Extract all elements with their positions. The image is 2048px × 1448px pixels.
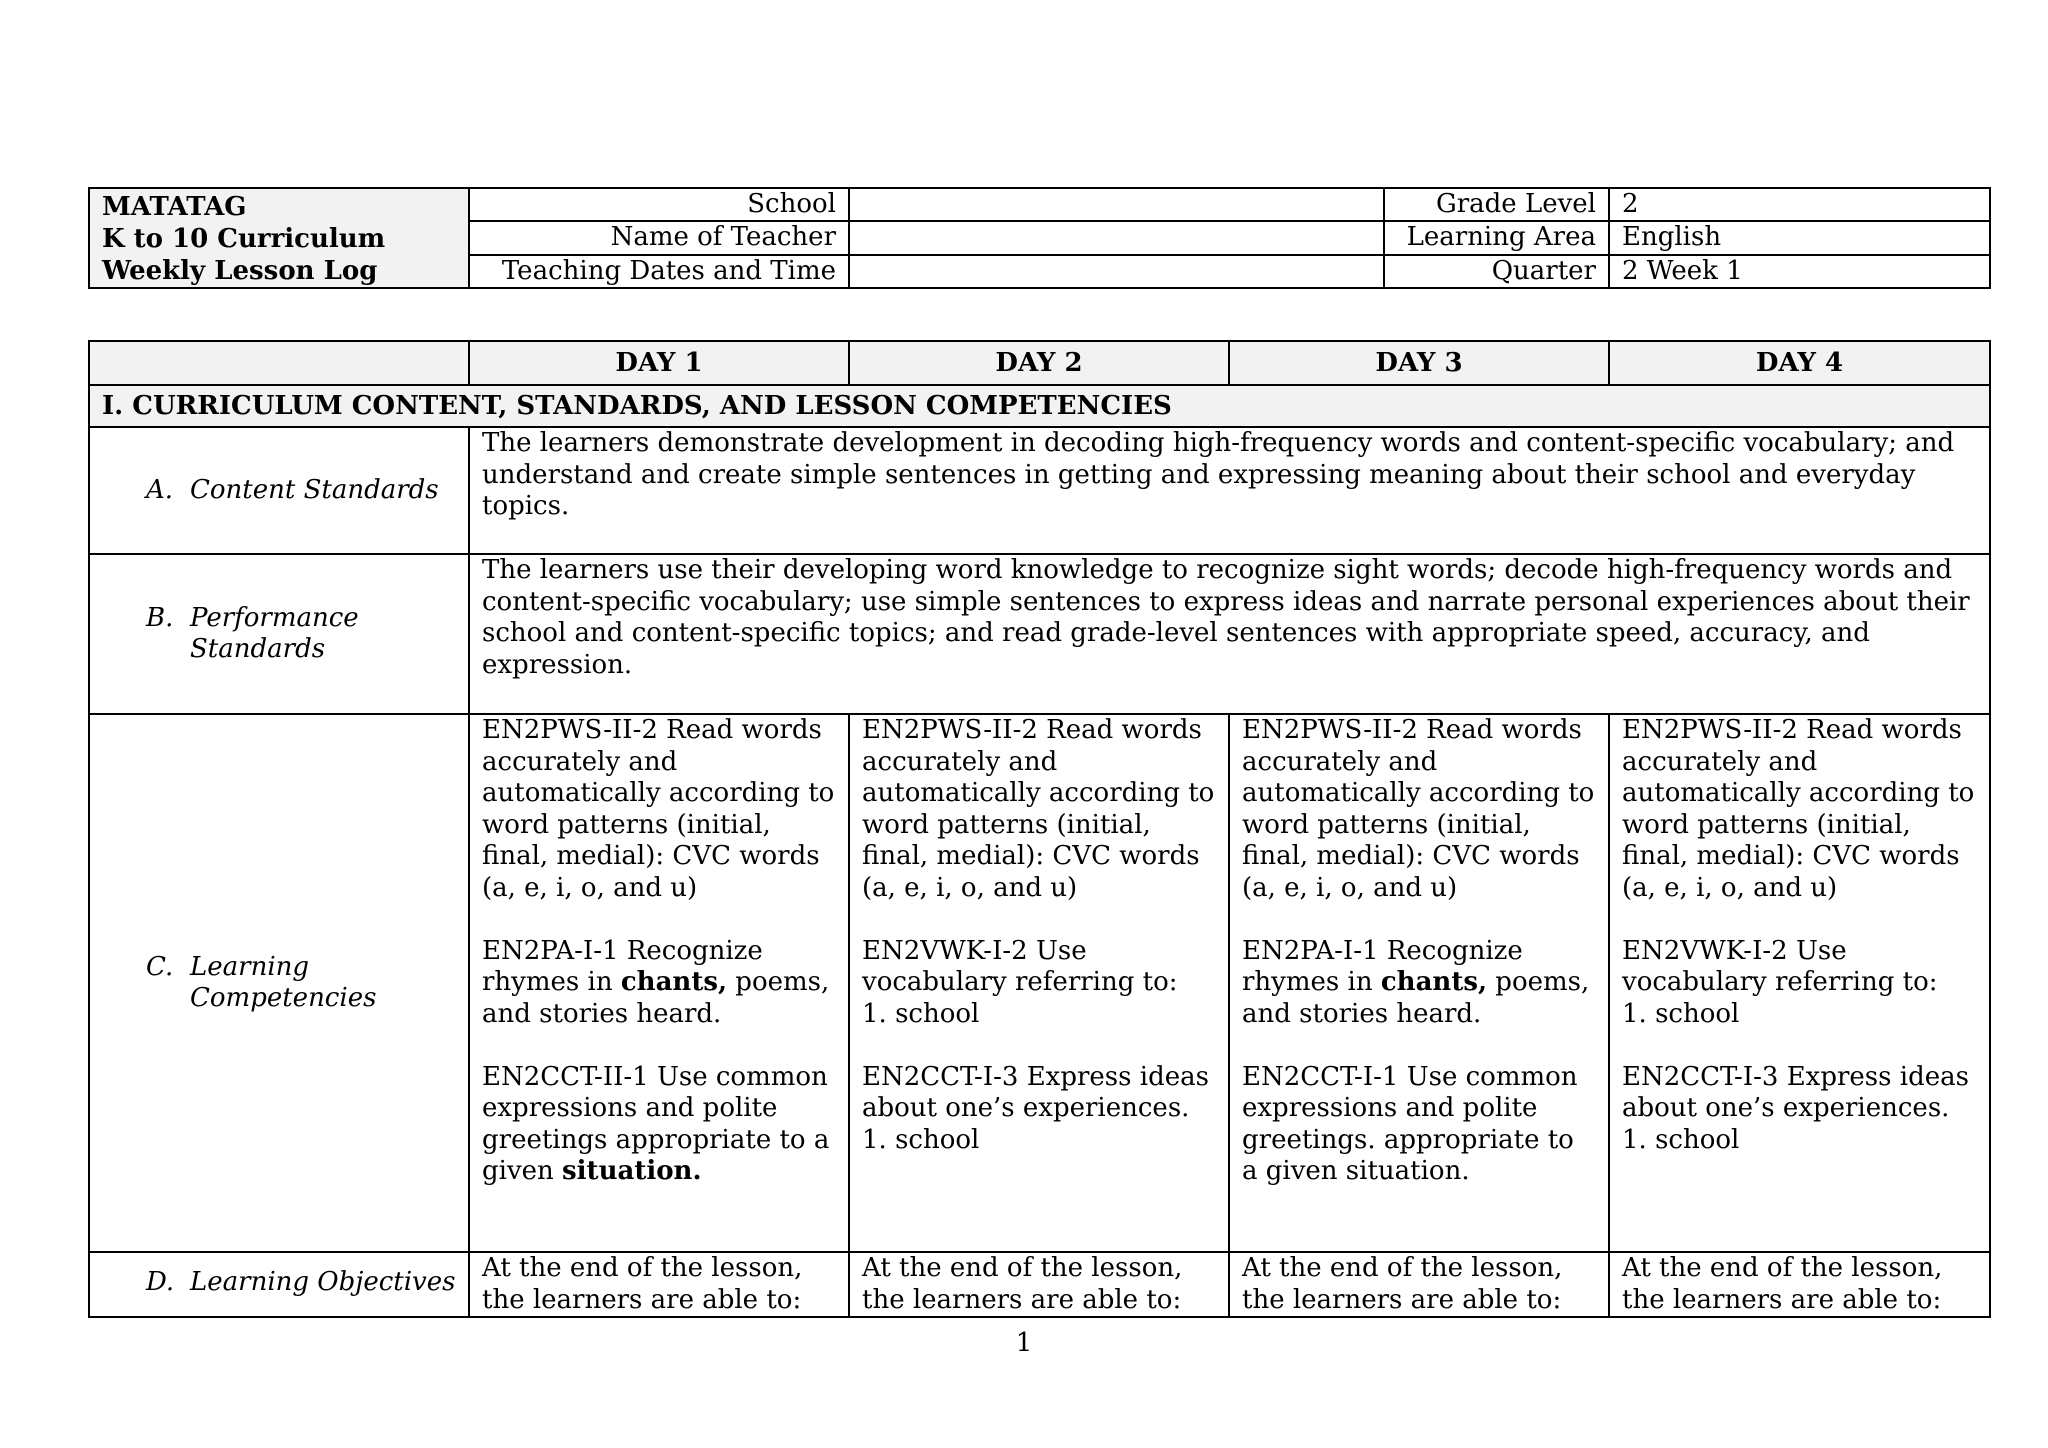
competency-pws: EN2PWS-II-2 Read words accurately and automatically according to word patterns (initial, final, medial): CVC words (a, e, i, o, and u): [1622, 715, 1975, 903]
teaching-dates-label: Teaching Dates and Time: [469, 255, 849, 288]
competency-vwk: EN2VWK-I-2 Use vocabulary referring to:: [1622, 935, 1938, 997]
teaching-dates-value: [849, 255, 1384, 288]
teacher-value: [849, 221, 1384, 254]
row-letter: A.: [146, 474, 174, 505]
learning-area-label: Learning Area: [1384, 221, 1609, 254]
content-standards-paragraph: The learners demonstrate development in decoding high-frequency words and content-specific vocabulary; and understand and create simple sentences in getting and expressing meaning about their school and everyday topics.: [482, 428, 1955, 521]
title-line-2: K to 10 Curriculum: [102, 224, 386, 254]
day-4-objectives: At the end of the lesson, the learners are able to:: [1609, 1252, 1990, 1317]
row-letter: B.: [146, 602, 174, 633]
school-label: School: [469, 188, 849, 221]
competency-cct: EN2CCT-I-3 Express ideas about one’s experiences.: [862, 1061, 1209, 1123]
row-label-line-1: Performance: [190, 602, 359, 633]
content-standards-label: [89, 427, 469, 554]
day-3-header: DAY 3: [1229, 341, 1609, 385]
competency-pa: EN2PA-I-1 Recognize rhymes in chants, poems, and stories heard.: [1242, 935, 1590, 1029]
page-number: 1: [1015, 1328, 1033, 1358]
competency-pws: EN2PWS-II-2 Read words accurately and automatically according to word patterns (initial, final, medial): CVC words (a, e, i, o, and u): [482, 715, 835, 903]
lesson-log-header-table: [88, 187, 1991, 289]
school-value: [849, 188, 1384, 221]
performance-standards-text: [469, 554, 1990, 714]
row-label-line-2: Standards: [190, 634, 326, 664]
day-4-header: DAY 4: [1609, 341, 1990, 385]
teacher-label: Name of Teacher: [469, 221, 849, 254]
day-2-competencies: [849, 714, 1229, 1252]
day-3-objectives: At the end of the lesson, the learners are able to:: [1229, 1252, 1609, 1317]
row-letter: C.: [146, 951, 174, 982]
competency-cct: EN2CCT-I-3 Express ideas about one’s experiences.: [1622, 1061, 1969, 1123]
day-2-header: DAY 2: [849, 341, 1229, 385]
content-standards-text: [469, 427, 1990, 554]
title-line-1: MATATAG: [102, 192, 247, 222]
row-label-line-1: Learning: [190, 951, 310, 982]
row-label: Learning Objectives: [190, 1267, 456, 1297]
day-4-competencies: [1609, 714, 1990, 1252]
competency-pws: EN2PWS-II-2 Read words accurately and automatically according to word patterns (initial, final, medial): CVC words (a, e, i, o, and u): [862, 715, 1215, 903]
quarter-value: 2 Week 1: [1609, 255, 1990, 288]
competency-pa: EN2PA-I-1 Recognize rhymes in chants, poems, and stories heard.: [482, 935, 830, 1029]
grade-level-value: 2: [1609, 188, 1990, 221]
day-1-competencies: [469, 714, 849, 1252]
performance-standards-paragraph: The learners use their developing word knowledge to recognize sight words; decode high-frequency words and content-specific vocabulary; use simple sentences to express ideas and narrate personal experiences about their school and content-specific topics; and read grade-level sentences with appropriate speed, accuracy, and expression.: [482, 555, 1970, 680]
competency-cct-item: 1. school: [1622, 1124, 1740, 1155]
row-label-line-2: Competencies: [190, 983, 377, 1013]
competency-cct: EN2CCT-II-1 Use common expressions and polite greetings appropriate to a given situation.: [482, 1061, 830, 1186]
learning-competencies-label: [89, 714, 469, 1252]
corner-cell: [89, 341, 469, 385]
competency-vwk-item: 1. school: [1622, 998, 1740, 1029]
day-2-objectives: At the end of the lesson, the learners are able to:: [849, 1252, 1229, 1317]
competency-cct: EN2CCT-I-1 Use common expressions and polite greetings. appropriate to a given situation.: [1242, 1061, 1578, 1186]
learning-objectives-label: [89, 1252, 469, 1317]
day-1-objectives: At the end of the lesson, the learners are able to:: [469, 1252, 849, 1317]
row-letter: D.: [146, 1267, 175, 1297]
document-title: [89, 188, 469, 288]
section-title: I. CURRICULUM CONTENT, STANDARDS, AND LESSON COMPETENCIES: [89, 385, 1990, 427]
competency-cct-item: 1. school: [862, 1124, 980, 1155]
competency-vwk: EN2VWK-I-2 Use vocabulary referring to:: [862, 935, 1178, 997]
grade-level-label: Grade Level: [1384, 188, 1609, 221]
lesson-plan-table: [88, 340, 1991, 1318]
competency-vwk-item: 1. school: [862, 998, 980, 1029]
competency-pws: EN2PWS-II-2 Read words accurately and automatically according to word patterns (initial, final, medial): CVC words (a, e, i, o, and u): [1242, 715, 1595, 903]
learning-area-value: English: [1609, 221, 1990, 254]
title-line-3: Weekly Lesson Log: [102, 256, 378, 286]
row-label: Content Standards: [190, 474, 439, 505]
quarter-label: Quarter: [1384, 255, 1609, 288]
day-1-header: DAY 1: [469, 341, 849, 385]
performance-standards-label: [89, 554, 469, 714]
day-3-competencies: [1229, 714, 1609, 1252]
